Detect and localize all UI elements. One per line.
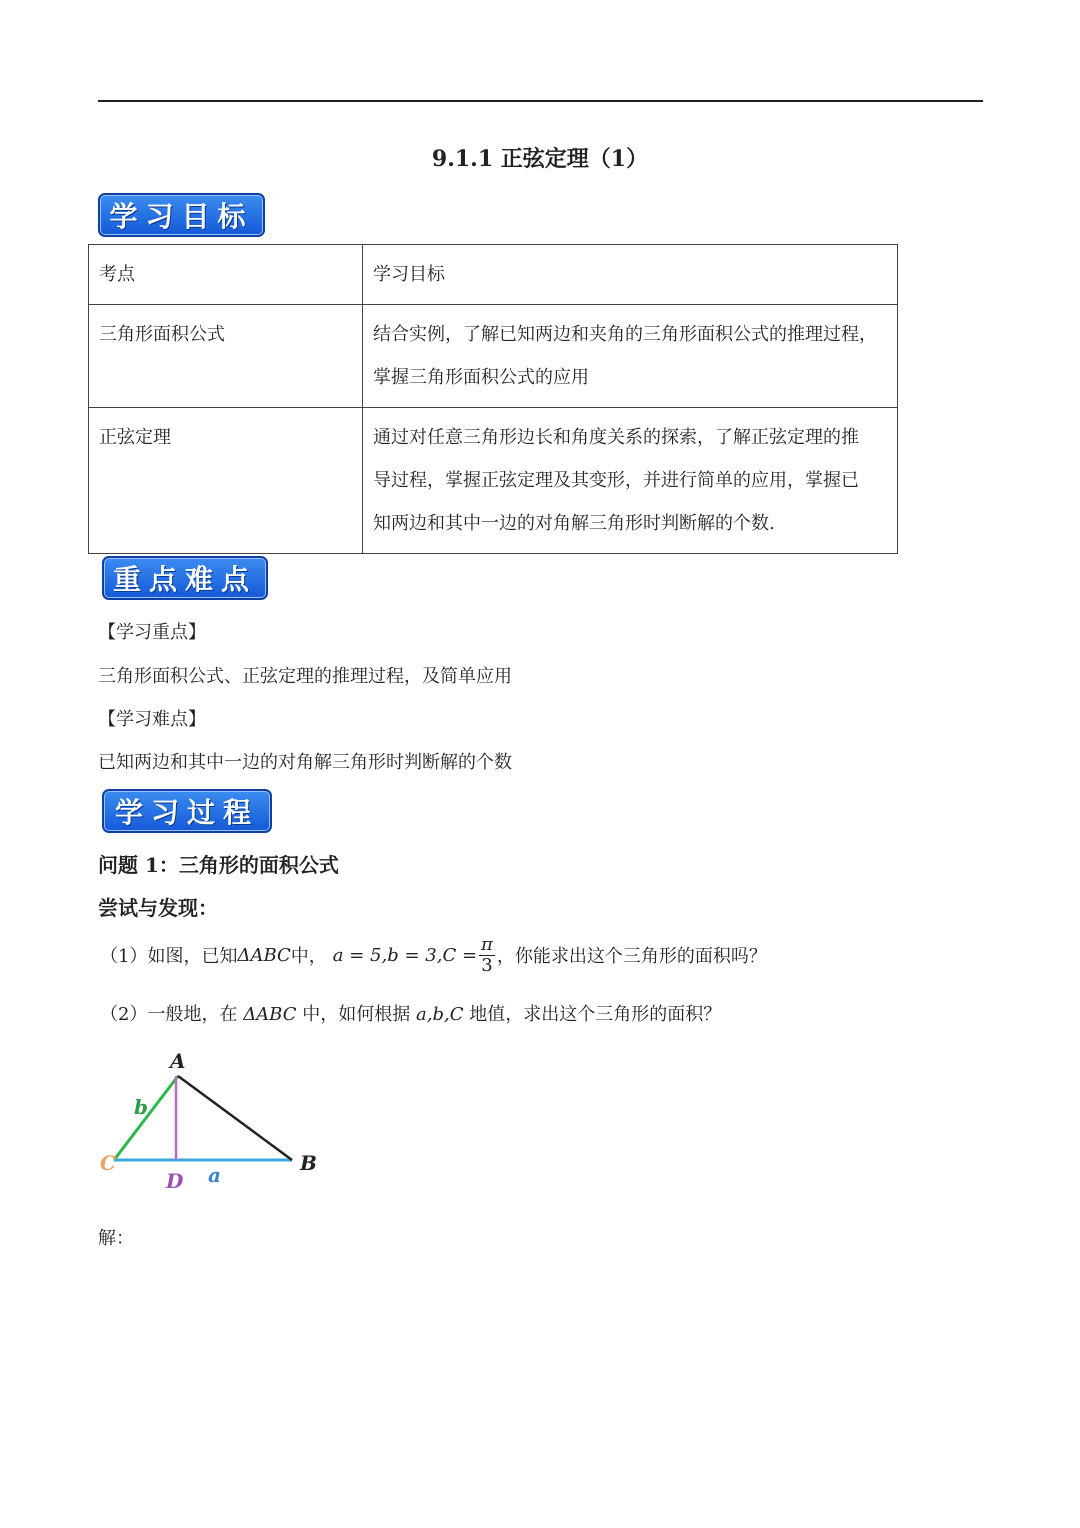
label-vertex-c: C: [100, 1151, 116, 1175]
goal-line: 掌握三角形面积公式的应用: [373, 367, 589, 388]
table-cell-goal: [363, 408, 898, 554]
goal-line: 知两边和其中一边的对角解三角形时判断解的个数.: [373, 513, 775, 534]
fraction-pi-over-3: [479, 935, 495, 976]
focus-heading: 【学习重点】: [98, 622, 206, 643]
difficulty-text: 已知两边和其中一边的对角解三角形时判断解的个数: [98, 752, 512, 773]
table-header-row: [89, 245, 898, 305]
goal-line: 结合实例，了解已知两边和夹角的三角形面积公式的推理过程，: [373, 324, 877, 345]
fraction-denominator: 3: [481, 954, 493, 976]
try-discover-heading: 尝试与发现：: [98, 896, 218, 920]
label-side-b: b: [134, 1095, 148, 1119]
q2-suffix: 地值，求出这个三角形的面积？: [469, 1004, 722, 1025]
table-cell-goal: [363, 305, 898, 408]
badge-learning-process: 学习过程: [102, 789, 272, 833]
q2-mid: 中，如何根据: [302, 1004, 411, 1025]
q1-mid: 中，: [290, 946, 327, 967]
q1-math: a = 5,b = 3,C =: [332, 944, 478, 966]
side-c-line: [178, 1076, 292, 1160]
solution-label: 解：: [98, 1228, 134, 1249]
label-point-d: D: [166, 1169, 184, 1193]
difficulty-heading: 【学习难点】: [98, 709, 206, 730]
page-title: 9.1.1 正弦定理（1）: [431, 146, 649, 172]
q1-suffix: ，你能求出这个三角形的面积吗？: [496, 946, 767, 967]
question-1-part-1: [100, 930, 767, 980]
badge-key-points: 重点难点: [102, 556, 268, 600]
goals-table: [88, 244, 898, 554]
q2-math: a,b,C: [416, 1004, 464, 1025]
triangle-figure: [96, 1046, 336, 1196]
goal-line: 通过对任意三角形边长和角度关系的探索，了解正弦定理的推: [373, 427, 859, 448]
goal-line: 导过程，掌握正弦定理及其变形，并进行简单的应用，掌握已: [373, 470, 859, 491]
label-vertex-b: B: [300, 1151, 317, 1175]
label-vertex-a: A: [170, 1049, 186, 1073]
q1-triangle: ΔABC: [237, 944, 291, 966]
question-1-part-2: [100, 1000, 721, 1026]
question-1-heading: 问题 1：三角形的面积公式: [98, 853, 339, 877]
q1-prefix: （1）如图，已知: [100, 946, 238, 967]
table-row: [89, 408, 898, 554]
table-cell-topic: 正弦定理: [89, 408, 363, 554]
table-header-topic: 考点: [89, 245, 363, 305]
badge-learning-goals: 学习目标: [98, 193, 265, 237]
q2-triangle: ΔABC: [243, 1004, 297, 1025]
q2-prefix: （2）一般地，在: [100, 1004, 238, 1025]
focus-text: 三角形面积公式、正弦定理的推理过程，及简单应用: [98, 666, 512, 687]
table-row: [89, 305, 898, 408]
label-side-a: a: [208, 1163, 221, 1187]
header-rule: [98, 100, 983, 102]
fraction-numerator: π: [481, 933, 493, 955]
table-header-goal: 学习目标: [363, 245, 898, 305]
table-cell-topic: 三角形面积公式: [89, 305, 363, 408]
